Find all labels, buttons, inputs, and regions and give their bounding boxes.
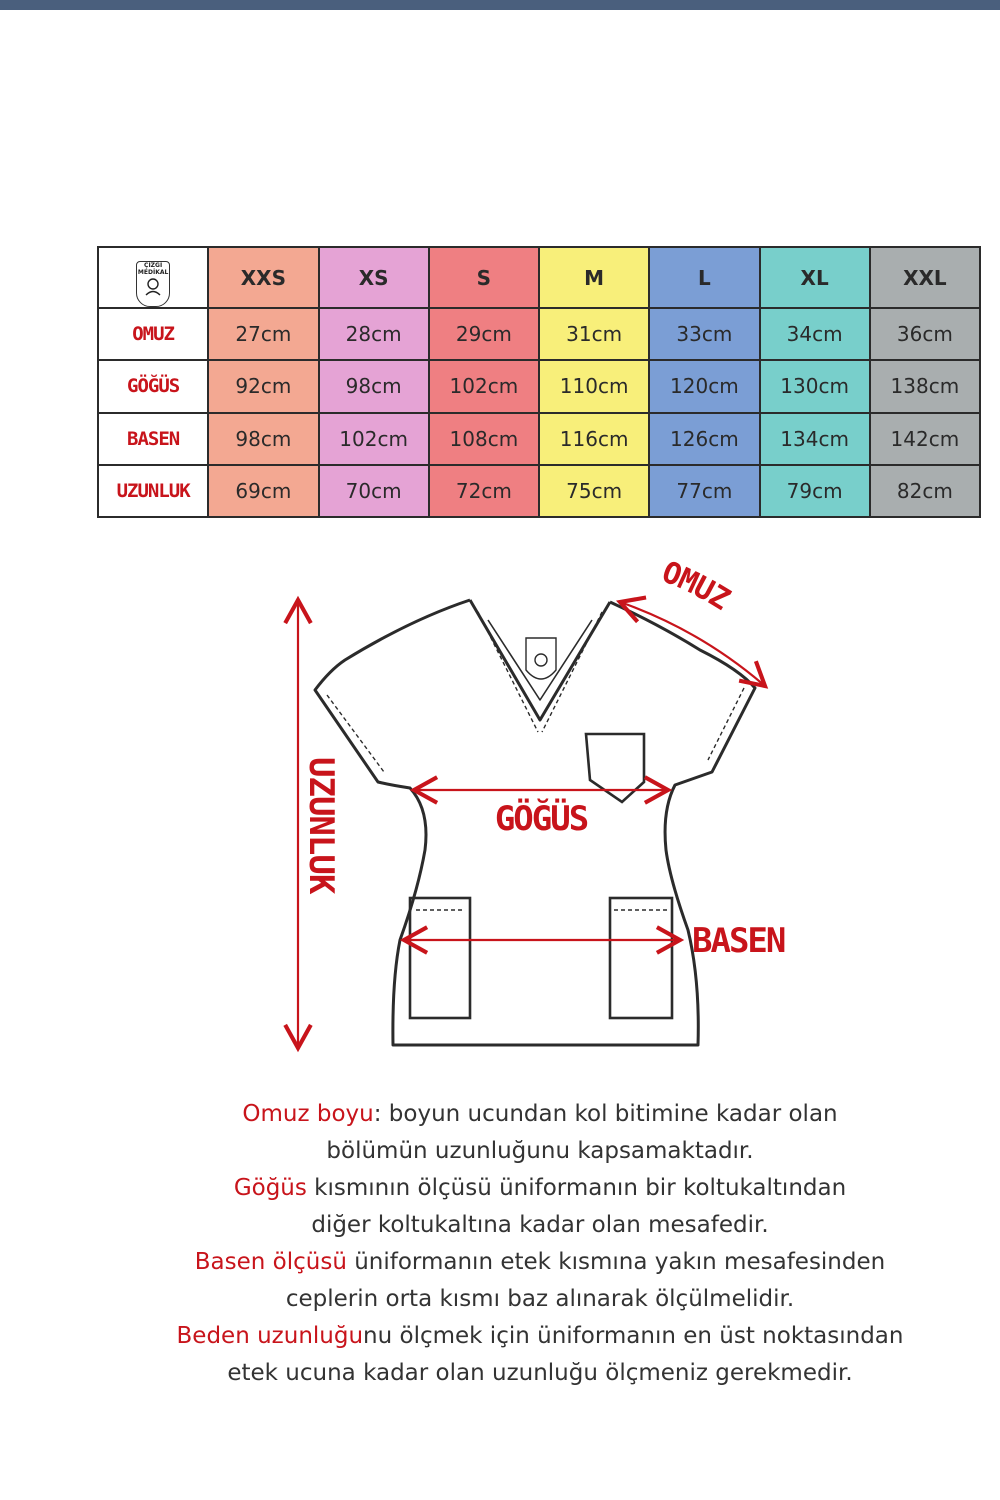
table-cell: 36cm — [870, 308, 980, 360]
table-cell: 28cm — [319, 308, 429, 360]
description-text: : boyun ucundan kol bitimine kadar olan — [373, 1101, 838, 1127]
row-label-basen: BASEN — [98, 413, 208, 465]
top-bar — [0, 0, 1000, 10]
table-cell: 138cm — [870, 360, 980, 412]
collar-brand-logo — [526, 638, 556, 679]
table-cell: 75cm — [539, 465, 649, 517]
table-cell: 126cm — [649, 413, 759, 465]
table-cell: 77cm — [649, 465, 759, 517]
description-text: kısmının ölçüsü üniformanın bir koltukaltından — [306, 1175, 847, 1201]
table-cell: 102cm — [429, 360, 539, 412]
table-cell: 134cm — [760, 413, 870, 465]
table-cell: 72cm — [429, 465, 539, 517]
table-cell: 98cm — [319, 360, 429, 412]
description-basen-line2: ceplerin orta kısmı baz alınarak ölçülmelidir. — [285, 1286, 795, 1312]
table-row — [98, 308, 980, 360]
row-label-uzunluk: UZUNLUK — [98, 465, 208, 517]
table-cell: 120cm — [649, 360, 759, 412]
table-row — [98, 360, 980, 412]
omuz-label: OMUZ — [657, 560, 736, 618]
description-omuz — [150, 1096, 930, 1133]
table-cell: 31cm — [539, 308, 649, 360]
row-label-gogus: GÖĞÜS — [98, 360, 208, 412]
table-cell: 110cm — [539, 360, 649, 412]
table-cell: 108cm — [429, 413, 539, 465]
brand-logo-text: ÇİZGİ MEDİKAL — [137, 262, 169, 276]
basen-label: BASEN — [692, 921, 785, 961]
table-cell: 102cm — [319, 413, 429, 465]
uzunluk-label: UZUNLUK — [301, 757, 341, 894]
description-uzunluk-line2: etek ucuna kadar olan uzunluğu ölçmeniz gerekmedir. — [227, 1360, 853, 1386]
size-header-s: S — [429, 247, 539, 308]
brand-logo-cell — [98, 247, 208, 308]
size-header-xxs: XXS — [208, 247, 318, 308]
size-header-m: M — [539, 247, 649, 308]
lower-pockets — [410, 898, 672, 1018]
table-cell: 142cm — [870, 413, 980, 465]
description-basen — [150, 1244, 930, 1281]
description-gogus-line2: diğer koltukaltına kadar olan mesafedir. — [311, 1212, 769, 1238]
size-header-xs: XS — [319, 247, 429, 308]
table-cell: 79cm — [760, 465, 870, 517]
size-header-row — [98, 247, 980, 308]
size-header-xl: XL — [760, 247, 870, 308]
table-cell: 116cm — [539, 413, 649, 465]
table-cell: 82cm — [870, 465, 980, 517]
table-row — [98, 465, 980, 517]
brand-logo — [136, 261, 170, 307]
table-cell: 29cm — [429, 308, 539, 360]
table-cell: 130cm — [760, 360, 870, 412]
description-highlight: Göğüs — [233, 1175, 307, 1201]
description-highlight: Omuz boyu — [242, 1101, 374, 1127]
size-header-xxl: XXL — [870, 247, 980, 308]
size-header-l: L — [649, 247, 759, 308]
table-row — [98, 413, 980, 465]
table-cell: 70cm — [319, 465, 429, 517]
description-uzunluk — [150, 1318, 930, 1355]
size-chart-table — [97, 246, 981, 518]
scrub-top-measurement-diagram — [0, 560, 1000, 1060]
doctor-face-icon — [143, 276, 163, 296]
description-text: nu ölçmek için üniformanın en üst noktasından — [363, 1323, 904, 1349]
table-cell: 69cm — [208, 465, 318, 517]
chest-pocket — [586, 734, 644, 802]
description-highlight: Basen ölçüsü — [194, 1249, 347, 1275]
description-gogus — [150, 1170, 930, 1207]
table-cell: 92cm — [208, 360, 318, 412]
description-highlight: Beden uzunluğu — [176, 1323, 364, 1349]
table-cell: 27cm — [208, 308, 318, 360]
description-omuz-line2: bölümün uzunluğunu kapsamaktadır. — [326, 1138, 754, 1164]
table-cell: 98cm — [208, 413, 318, 465]
description-text: üniformanın etek kısmına yakın mesafesinden — [346, 1249, 886, 1275]
table-cell: 34cm — [760, 308, 870, 360]
row-label-omuz: OMUZ — [98, 308, 208, 360]
table-cell: 33cm — [649, 308, 759, 360]
gogus-label: GÖĞÜS — [494, 799, 588, 839]
measurement-descriptions — [150, 1096, 930, 1392]
